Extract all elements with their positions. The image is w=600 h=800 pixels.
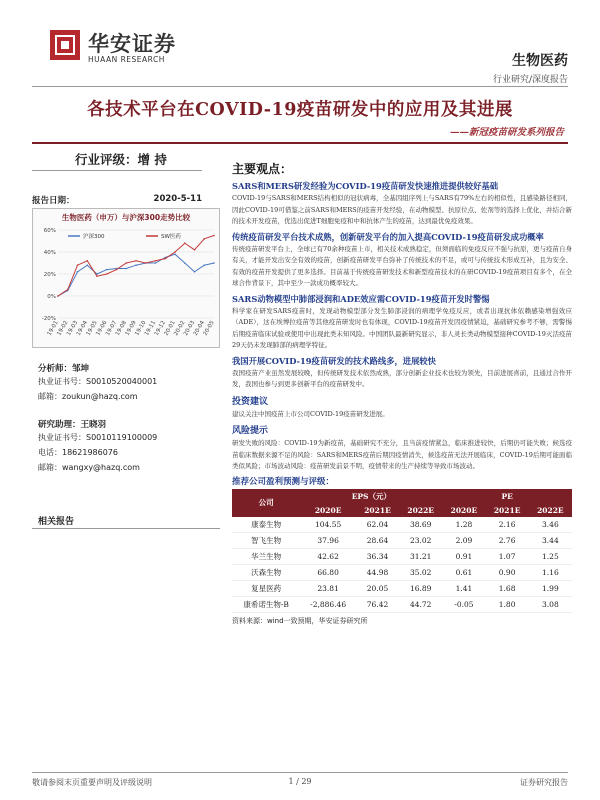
data-point [96,275,98,277]
table-cell: 1.68 [486,580,529,596]
year-header: 2020E [300,504,356,517]
table-cell: 1.25 [529,548,572,564]
x-tick-label: 19-03 [66,320,80,337]
y-tick-label: 40% [43,250,56,256]
x-tick-label: 19-07 [105,320,119,337]
data-point [184,242,186,244]
table-cell: 0.90 [486,564,529,580]
x-tick-label: 19-08 [114,320,128,337]
company-name: 沃森生物 [232,564,300,580]
table-cell: 3.46 [529,517,572,533]
rating-label: 行业评级： [75,152,138,167]
risk-body: 研发失败的风险：COVID-19为新疫苗，基础研究不充分，且当前疫情紧急，临床推进较快，后期仍可能失败；候选疫苗临床数据来源不足的风险：SARS和MERS疫苗后期因疫情消失，候选疫苗无法开展临床，COVID-19后期可能面临类似风险；市场波动风险：疫苗研发前景不明，疫情带来的生产持续等导致市场波动。 [232,439,572,470]
y-tick-label: 0% [47,294,56,300]
table-cell: 28.64 [356,532,399,548]
date-value: 2020-5-11 [153,194,202,204]
footer-report-type: 证券研究报告 [520,778,568,787]
logo-mark [50,30,80,60]
data-point [174,253,176,255]
section-body: COVID-19与SARS和MERS结构相似的冠状病毒，全基因组序列上与SARS有79%左右的相似性，且感染路径相同，因此COVID-19可借鉴之前SARS和MERS的疫苗开发经验，在动物模型、抗原位点、佐剂等的选择上优化，并结合新的技术开发疫苗，优选出促进T细胞免疫和中和抗体产生的疫苗，达到最优免疫效果。 [232,194,572,225]
table-cell: 23.81 [300,580,356,596]
data-point [57,295,59,297]
table-cell: 1.41 [442,580,485,596]
table-row [232,596,572,612]
data-point [135,264,137,266]
analyst-cert: 执业证书号：S0010119100009 [38,433,158,442]
chart-title: 生物医药（申万）与沪深300走势比较 [61,213,191,222]
forecast-table [232,489,572,613]
logo-icon [54,34,76,56]
section-title: 我国开展COVID-19疫苗研发的技术路线多，进展较快 [232,355,436,366]
x-tick-label: 19-11 [144,320,158,337]
rating-divider [32,170,202,171]
section-title: SARS和MERS研发经验为COVID-19疫苗研发快速推进提供较好基础 [232,181,498,191]
table-cell: 20.05 [356,580,399,596]
related-divider [32,528,220,529]
investment-advice-heading: 投资建议 [232,396,269,407]
table-cell: 1.28 [442,517,485,533]
table-cell: 16.89 [399,580,442,596]
forecast-table-title: 推荐公司盈利预测与评级： [232,476,335,487]
data-point [86,260,88,262]
industry-rating [75,150,167,168]
x-tick-label: 19-10 [134,320,148,337]
section-body: 传统疫苗研发平台上，全球已有70余种疫苗上市，相关技术成熟稳定，但须面临的免疫反应不强与抗原，更与疫苗自身有关，才能开发出安全有效的疫苗，创新疫苗研发平台弥补了传统技术的不足，或可与传统技术形成互补，且为安全、有效的疫苗开发提供了更多选择。目前基于传统疫苗研发技术和新型疫苗技术的在研COVID-19疫苗项目有多个，在全球合作背景下，其中至少一款成功概率较大。 [232,244,572,287]
table-cell: 44.98 [356,564,399,580]
table-cell: 1.99 [529,580,572,596]
report-subtitle: ——新冠疫苗研发系列报告 [449,127,564,138]
data-point [203,238,205,240]
x-tick-label: 19-09 [124,320,138,337]
table-cell: 38.69 [399,517,442,533]
logo-text-cn: 华安证券 [88,31,176,56]
report-title: 各技术平台在COVID-19疫苗研发中的应用及其进展 [87,100,513,120]
pe-header: PE [442,489,572,504]
title-divider [32,142,568,144]
year-header: 2020E [442,504,485,517]
analyst-role: 分析师： [38,364,73,374]
x-tick-label: 20-02 [173,320,187,337]
x-tick-label: 19-12 [153,320,167,337]
footer-divider [32,772,568,773]
data-point [194,249,196,251]
company-name: 康泰生物 [232,517,300,533]
table-cell: 62.04 [356,517,399,533]
table-cell: 42.62 [300,548,356,564]
chart-svg [32,222,220,348]
table-cell: 1.07 [486,548,529,564]
analyst-phone: 电话：18621986076 [38,448,118,457]
x-tick-label: 19-06 [95,320,109,337]
table-row [232,532,572,548]
table-cell: 3.44 [529,532,572,548]
analyst-email[interactable]: 邮箱：wangxy@hazq.com [38,463,140,472]
legend-label: SW医药 [161,234,181,240]
footer-disclaimer: 敬请参阅末页重要声明及评级说明 [32,778,152,787]
data-point [106,273,108,275]
y-tick-label: -20% [41,316,56,322]
data-point [125,262,127,264]
table-cell: 1.16 [529,564,572,580]
report-date [32,194,202,206]
table-cell: 0.91 [442,548,485,564]
table-cell: 66.80 [300,564,356,580]
year-header: 2021E [356,504,399,517]
data-point [77,271,79,273]
table-cell: 104.55 [300,517,356,533]
table-cell: -0.05 [442,596,485,612]
data-point [106,269,108,271]
legend-label: 沪深300 [83,234,105,240]
industry-label: 生物医药 [512,53,568,69]
y-tick-label: 60% [43,228,56,234]
data-point [77,264,79,266]
data-point [116,269,118,271]
x-tick-label: 19-05 [85,320,99,337]
table-cell: 37.96 [300,532,356,548]
table-cell: 2.09 [442,532,485,548]
data-point [145,262,147,264]
data-point [194,271,196,273]
table-cell: 44.72 [399,596,442,612]
company-name: 智飞生物 [232,532,300,548]
table-cell: 2.76 [486,532,529,548]
section-title: 传统疫苗研发平台技术成熟，创新研发平台的加入提高COVID-19疫苗研发成功概率 [232,231,544,242]
section-title: SARS动物模型中肺部浸润和ADE效应需COVID-19疫苗开发时警惕 [232,293,490,304]
company-name: 复星医药 [232,580,300,596]
company-name: 华兰生物 [232,548,300,564]
data-point [125,268,127,270]
key-points-heading: 主要观点： [232,162,293,176]
section-body: 我国疫苗产业虽然发展较晚，但传统研发技术依然成熟，部分创新企业技术也较为领先，目前进展喜前，且通过合作开发，我国也参与到更多创新平台的疫苗研发中。 [232,368,572,388]
table-row [232,548,572,564]
data-point [86,264,88,266]
data-point [155,262,157,264]
table-cell: 31.21 [399,548,442,564]
table-row [232,580,572,596]
table-cell: 36.34 [356,548,399,564]
company-header: 公司 [232,489,300,517]
x-tick-label: 20-03 [183,320,197,337]
table-cell: 1.80 [486,596,529,612]
x-tick-label: 19-04 [75,320,89,337]
analyst-role: 研究助理： [38,420,81,430]
x-tick-label: 19-02 [56,320,70,337]
table-cell: 35.02 [399,564,442,580]
risk-heading: 风险提示 [232,426,269,436]
analyst-2 [38,418,106,430]
table-cell: 3.08 [529,596,572,612]
x-tick-label: 20-05 [202,320,216,337]
data-point [174,251,176,253]
analyst-email[interactable]: 邮箱：zoukun@hazq.com [38,392,138,401]
year-header: 2022E [529,504,572,517]
logo-text-en: HUAAN RESEARCH [88,55,165,64]
x-tick-label: 20-04 [192,320,206,337]
data-point [213,262,215,264]
data-point [213,235,215,237]
data-point [67,289,69,291]
table-cell: 76.42 [356,596,399,612]
related-reports-heading: 相关报告 [38,517,75,527]
x-tick-label: 19-01 [46,320,60,337]
table-row [232,517,572,533]
main-content [232,160,572,626]
eps-header: EPS（元） [300,489,442,504]
date-label: 报告日期： [32,196,75,206]
table-cell: 2.16 [486,517,529,533]
rating-value: 增 持 [137,152,167,167]
section-body: 科学家在研发SARS疫苗时，发现动物模型部分发生肺部浸润的病理学免疫反应，或者出现抗体依赖感染增强效应（ADE），这在埃博拉疫苗等其他疫苗研发时也有体现，COVID-19疫苗开发因疫情紧迫，基础研究参考不够，需警惕后期疫苗临床试验或使用中出现此类未知风险。中国团队最新研究显示，非人灵长类动物模型接种COVID-19灭活疫苗29天仍未发现肺部的病理学特征。 [232,306,572,349]
table-cell: 0.61 [442,564,485,580]
data-point [203,264,205,266]
data-point [155,260,157,262]
x-tick-label: 20-01 [163,320,177,337]
analyst-name: 王晓羽 [80,420,107,430]
year-header: 2022E [399,504,442,517]
data-point [135,260,137,262]
investment-advice-body: 建议关注中国疫苗上市公司COVID-19疫苗研发进展。 [232,409,389,418]
analyst-name: 邹坤 [72,364,90,374]
table-cell: 23.02 [399,532,442,548]
data-point [184,262,186,264]
analyst-cert: 执业证书号：S0010520040001 [38,377,158,386]
analyst-1 [38,362,89,374]
table-source: 资料来源：wind一致预期，华安证券研究所 [232,616,368,625]
data-point [164,258,166,260]
doc-type: 行业研究/深度报告 [492,75,568,85]
year-header: 2021E [486,504,529,517]
company-name: 康希诺生物-B [232,596,300,612]
page-number: 1 / 29 [288,777,312,786]
table-row [232,564,572,580]
header-divider [32,86,568,87]
y-tick-label: 20% [43,272,56,278]
table-cell: -2,886.46 [300,596,356,612]
